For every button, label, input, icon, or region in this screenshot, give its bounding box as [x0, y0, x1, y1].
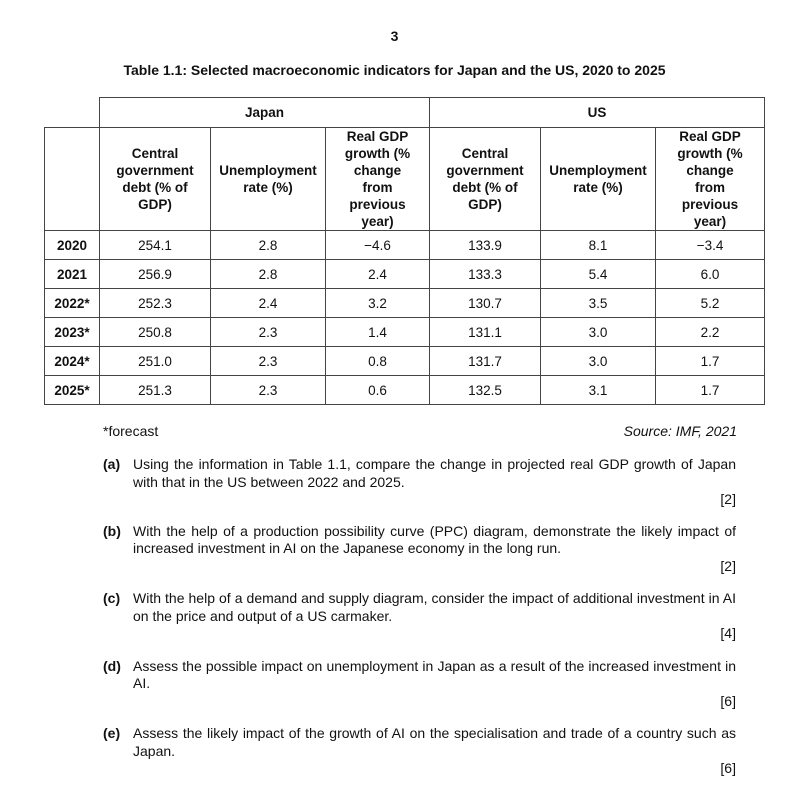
- table-cell: 2.4: [326, 260, 430, 289]
- table-row: [45, 231, 765, 260]
- table-cell: 2.8: [211, 260, 326, 289]
- question-text: With the help of a production possibility curve (PPC) diagram, demonstrate the likely impact of increased investment in AI on the Japanese economy in the long run.: [133, 522, 736, 556]
- table-cell: 3.5: [541, 289, 656, 318]
- table-cell: 133.9: [430, 231, 541, 260]
- table-cell: 2.4: [211, 289, 326, 318]
- table-footnote: *forecast: [103, 423, 159, 439]
- row-year-cell: 2022*: [45, 289, 100, 318]
- page-number: 3: [390, 28, 399, 44]
- row-year-cell: 2021: [45, 260, 100, 289]
- question-label: (c): [103, 590, 121, 606]
- table-cell: 131.1: [430, 318, 541, 347]
- question-marks: [4]: [720, 625, 736, 641]
- question-marks: [6]: [720, 760, 736, 776]
- question-marks: [6]: [720, 692, 736, 709]
- table-cell: 132.5: [430, 376, 541, 405]
- table-cell: −4.6: [326, 231, 430, 260]
- table-cell: 133.3: [430, 260, 541, 289]
- row-year-cell: 2023*: [45, 318, 100, 347]
- table-corner-cell: [45, 98, 100, 128]
- row-year-cell: 2025*: [45, 376, 100, 405]
- table-cell: 5.2: [656, 289, 765, 318]
- table-cell: 3.2: [326, 289, 430, 318]
- table-row: [45, 347, 765, 376]
- table-cell: 250.8: [100, 318, 211, 347]
- table-cell: 1.4: [326, 318, 430, 347]
- table-cell: 2.3: [211, 376, 326, 405]
- question-label: (a): [103, 456, 121, 472]
- question-e: [103, 725, 736, 778]
- table-cell: 3.0: [541, 318, 656, 347]
- table-cell: 6.0: [656, 260, 765, 289]
- region-header-us: US: [430, 98, 765, 128]
- table-cell: −3.4: [656, 231, 765, 260]
- column-header-us-debt: Central government debt (% of GDP): [430, 128, 541, 231]
- question-d: [103, 658, 736, 711]
- row-year-cell: 2024*: [45, 347, 100, 376]
- table-cell: 130.7: [430, 289, 541, 318]
- table-title: Table 1.1: Selected macroeconomic indicators for Japan and the US, 2020 to 2025: [123, 62, 666, 78]
- macro-indicators-table: [44, 97, 765, 405]
- question-a: [103, 456, 736, 509]
- question-label: (d): [103, 657, 121, 674]
- table-cell: 3.1: [541, 376, 656, 405]
- table-cell: 2.3: [211, 347, 326, 376]
- table-region-header-row: [45, 98, 765, 128]
- question-text: With the help of a demand and supply diagram, consider the impact of additional investment in AI on the price and output of a US carmaker.: [133, 590, 736, 624]
- table-year-header-cell: [45, 128, 100, 231]
- table-cell: 0.6: [326, 376, 430, 405]
- question-label: (e): [103, 725, 121, 741]
- question-text: Assess the possible impact on unemployment in Japan as a result of the increased investment in AI.: [133, 657, 736, 691]
- table-cell: 2.3: [211, 318, 326, 347]
- table-cell: 1.7: [656, 376, 765, 405]
- table-cell: 251.0: [100, 347, 211, 376]
- table-row: [45, 376, 765, 405]
- question-label: (b): [103, 522, 121, 539]
- question-text: Assess the likely impact of the growth of AI on the specialisation and trade of a country such as Japan.: [133, 725, 736, 759]
- column-header-japan-unemployment: Unemployment rate (%): [211, 128, 326, 231]
- table-cell: 8.1: [541, 231, 656, 260]
- table-row: [45, 260, 765, 289]
- question-text: Using the information in Table 1.1, compare the change in projected real GDP growth of Japan with that in the US between 2022 and 2025.: [133, 456, 736, 490]
- question-c: [103, 590, 736, 643]
- table-cell: 252.3: [100, 289, 211, 318]
- table-cell: 3.0: [541, 347, 656, 376]
- table-cell: 5.4: [541, 260, 656, 289]
- table-row: [45, 289, 765, 318]
- column-header-us-unemployment: Unemployment rate (%): [541, 128, 656, 231]
- table-cell: 1.7: [656, 347, 765, 376]
- table-cell: 256.9: [100, 260, 211, 289]
- table-row: [45, 318, 765, 347]
- table-source: Source: IMF, 2021: [623, 423, 737, 439]
- table-cell: 254.1: [100, 231, 211, 260]
- table-cell: 251.3: [100, 376, 211, 405]
- question-b: [103, 523, 736, 576]
- table-cell: 2.2: [656, 318, 765, 347]
- question-list: [103, 456, 736, 793]
- table-cell: 131.7: [430, 347, 541, 376]
- question-marks: [2]: [720, 491, 736, 507]
- region-header-japan: Japan: [100, 98, 430, 128]
- question-marks: [2]: [720, 557, 736, 574]
- table-cell: 0.8: [326, 347, 430, 376]
- row-year-cell: 2020: [45, 231, 100, 260]
- table-cell: 2.8: [211, 231, 326, 260]
- column-header-japan-gdp-growth: Real GDP growth (% change from previous year): [326, 128, 430, 231]
- table-column-header-row: [45, 128, 765, 231]
- column-header-us-gdp-growth: Real GDP growth (% change from previous year): [656, 128, 765, 231]
- column-header-japan-debt: Central government debt (% of GDP): [100, 128, 211, 231]
